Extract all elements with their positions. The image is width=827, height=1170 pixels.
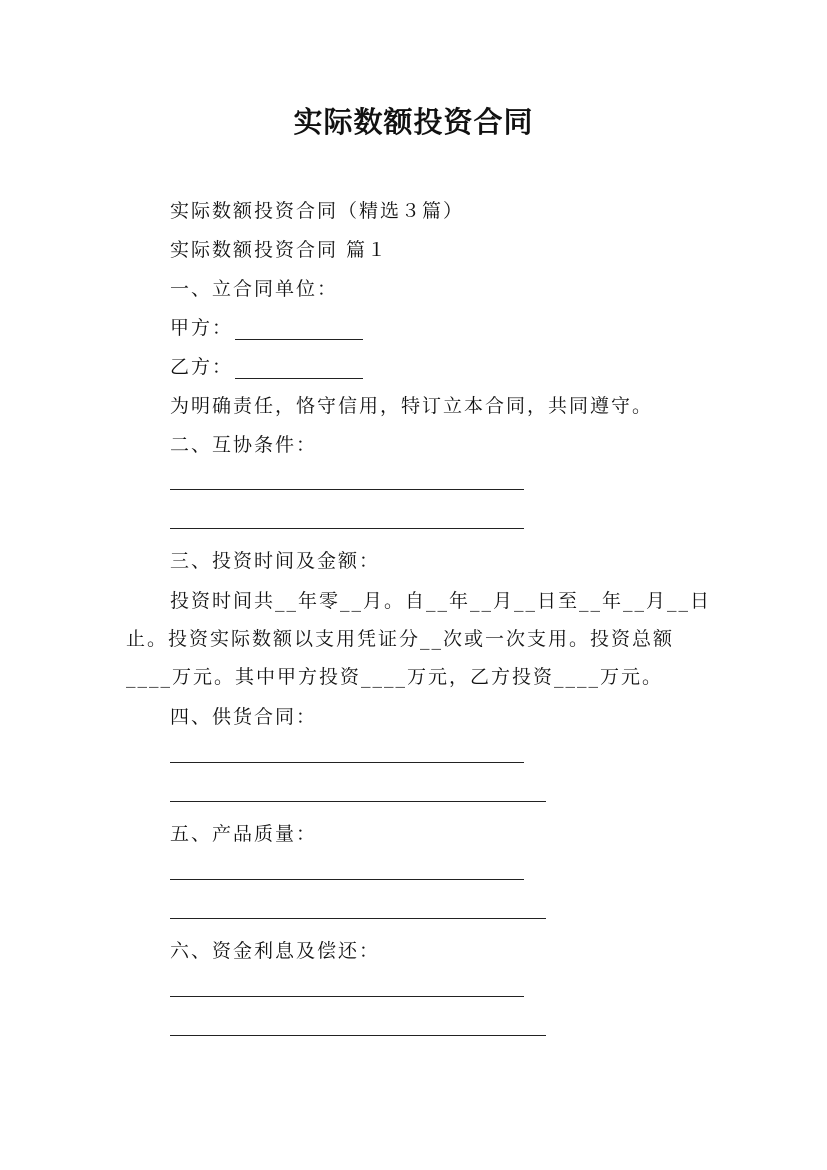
party-a-label: 甲方： (170, 317, 234, 339)
blank-line (170, 489, 524, 490)
blank-line (170, 918, 546, 919)
party-a-row (170, 316, 363, 340)
purpose-text: 为明确责任，恪守信用，特订立本合同，共同遵守。 (170, 395, 654, 417)
document-subtitle: 实际数额投资合同（精选３篇） (170, 200, 465, 222)
blank-line (170, 1035, 546, 1036)
party-b-row (170, 355, 363, 379)
chapter-heading: 实际数额投资合同 篇１ (170, 239, 389, 261)
party-a-blank (235, 320, 363, 340)
blank-line (170, 528, 524, 529)
section-1-heading: 一、立合同单位： (170, 278, 339, 300)
section-5-heading: 五、产品质量： (170, 823, 318, 845)
section-4-heading: 四、供货合同： (170, 706, 318, 728)
blank-line (170, 762, 524, 763)
document-title: 实际数额投资合同 (293, 105, 534, 139)
section-3-body: 投资时间共__年零__月。自__年__月__日至__年__月__日止。投资实际数额以支用凭证分__次或一次支用。投资总额____万元。其中甲方投资____万元，乙方投资____万元。 (126, 590, 712, 688)
party-b-blank (235, 359, 363, 379)
blank-line (170, 801, 546, 802)
section-2-heading: 二、互协条件： (170, 434, 318, 456)
blank-line (170, 996, 524, 997)
blank-line (170, 879, 524, 880)
section-3-heading: 三、投资时间及金额： (170, 550, 381, 572)
party-b-label: 乙方： (170, 356, 234, 378)
section-6-heading: 六、资金利息及偿还： (170, 940, 381, 962)
